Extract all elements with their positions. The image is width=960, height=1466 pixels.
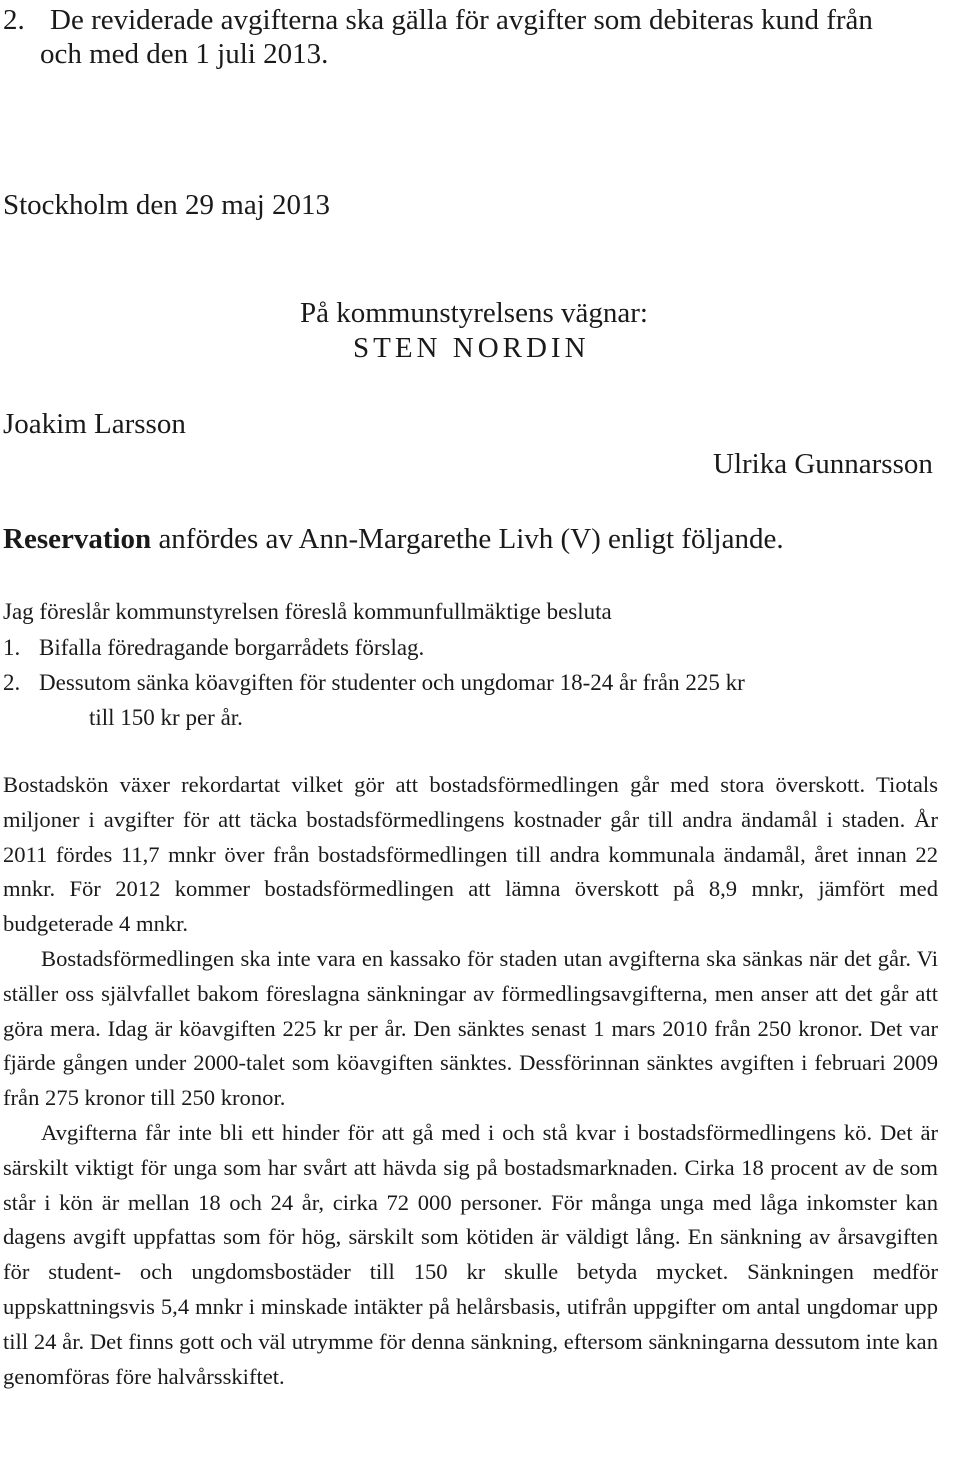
reservation-line — [3, 521, 784, 557]
proposal-item-2-text-cont: till 150 kr per år. — [89, 705, 243, 730]
proposal-intro: Jag föreslår kommunstyrelsen föreslå kommunfullmäktige besluta — [3, 599, 612, 624]
proposal-item-1 — [3, 631, 424, 665]
proposal-item-1-number: 1. — [3, 635, 21, 660]
paragraph-2: Bostadsförmedlingen ska inte vara en kassako för staden utan avgifterna ska sänkas när det går. Vi ställer oss självfallet bakom föreslagna sänkningar av förmedlingsavgifterna, men anser att det går att göra mera. Idag är köavgiften 225 kr per år. Den sänktes senast 1 mars 2010 från 250 kronor. Det var fjärde gången under 2000-talet som köavgiften sänktes. Dessförinnan sänktes avgiften i februari 2009 från 275 kronor till 250 kronor. — [3, 945, 938, 1111]
paragraph-1: Bostadskön växer rekordartat vilket gör att bostadsförmedlingen går med stora överskott. Tiotals miljoner i avgifter för att täcka bostadsförmedlingens kostnader går till andra ändamål i staden. År 2011 fördes 11,7 mnkr över från bostadsförmedlingen till andra kommunala ändamål, året innan 22 mnkr. För 2012 kommer bostadsförmedlingen att lämna överskott på 8,9 mnkr, jämfört med budgeterade 4 mnkr. — [3, 772, 938, 937]
place-date: Stockholm den 29 maj 2013 — [3, 189, 331, 221]
top-item-line1 — [3, 2, 873, 38]
proposal-item-2-text: Dessutom sänka köavgiften för studenter och ungdomar 18-24 år från 225 kr — [39, 670, 745, 695]
signer-left: Joakim Larsson — [3, 408, 186, 440]
proposal-item-1-text: Bifalla föredragande borgarrådets förslag. — [39, 635, 425, 660]
signer-right: Ulrika Gunnarsson — [713, 448, 933, 480]
proposal-item-2 — [3, 666, 745, 700]
body-text — [3, 768, 938, 1394]
reservation-bold: Reservation — [3, 523, 152, 555]
on-behalf-label: På kommunstyrelsens vägnar: — [300, 297, 648, 329]
chair-name: STEN NORDIN — [353, 332, 590, 364]
top-item-text-2: och med den 1 juli 2013. — [40, 38, 329, 70]
proposal-item-2-number: 2. — [3, 670, 21, 695]
reservation-rest: anfördes av Ann-Margarethe Livh (V) enligt följande. — [151, 523, 784, 555]
paragraph-3: Avgifterna får inte bli ett hinder för att gå med i och stå kvar i bostadsförmedlingens kö. Det är särskilt viktigt för unga som har svårt att hävda sig på bostadsmarknaden. Cirka 18 procent av de som står i kön är mellan 18 och 24 år, cirka 72 000 personer. För många unga med låga inkomster kan dagens avgift uppfattas som för hög, särskilt som kötiden är väldigt lång. En sänkning av årsavgiften för student- och ungdomsbostäder till 150 kr skulle betyda mycket. Sänkningen medför uppskattningsvis 5,4 mnkr i minskade intäkter på helårsbasis, utifrån uppgifter om antal ungdomar upp till 24 år. Det finns gott och väl utrymme för denna sänkning, eftersom sänkningarna dessutom inte kan genomföras före halvårsskiftet. — [3, 1119, 938, 1389]
top-item-number: 2. — [3, 4, 25, 36]
top-item-text-1: De reviderade avgifterna ska gälla för avgifter som debiteras kund från — [50, 4, 873, 36]
